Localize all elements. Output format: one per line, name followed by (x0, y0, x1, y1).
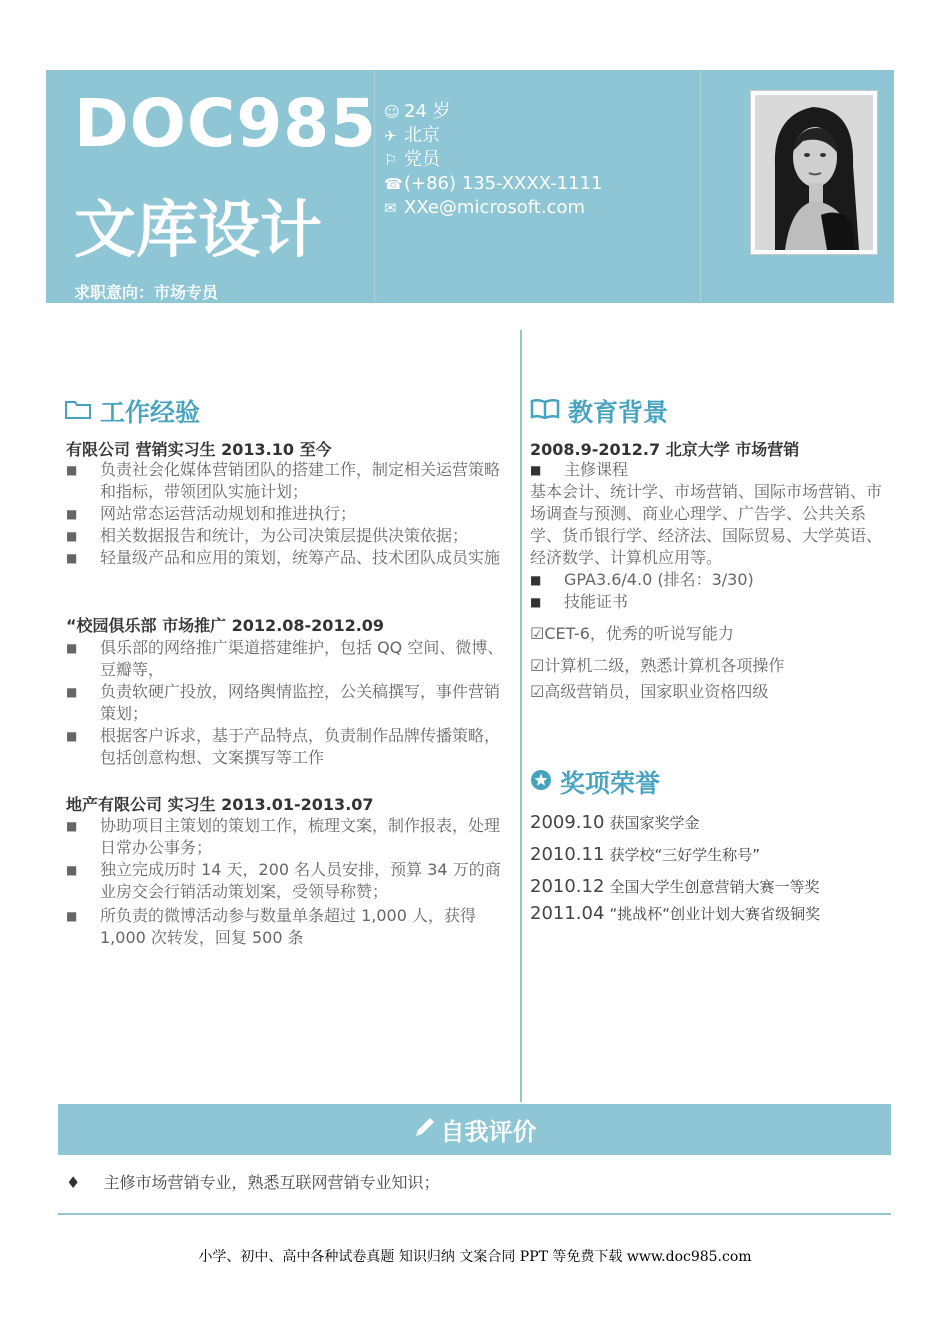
list-item (530, 459, 880, 481)
header-divider (700, 70, 701, 303)
bullet-square-icon: ■ (66, 685, 78, 699)
cert-item (530, 653, 784, 676)
list-item-text: 负责软硬广投放，网络舆情监控，公关稿撰写，事件营销策划； (100, 682, 501, 723)
info-age (384, 100, 602, 124)
bullet-square-icon: ■ (66, 507, 78, 521)
checkbox-icon: ☑ (530, 624, 545, 643)
info-politics-text: 党员 (404, 149, 440, 170)
bullet-square-icon: ■ (66, 529, 78, 543)
bullet-square-icon: ■ (66, 909, 78, 923)
cert-item (530, 679, 768, 702)
cert-text: 计算机二级，熟悉计算机各项操作 (544, 656, 785, 675)
plane-icon: ✈ (384, 127, 397, 145)
awards-title-text: 奖项荣誉 (560, 769, 661, 798)
list-item-text: 轻量级产品和应用的策划，统筹产品、技术团队成员实施 (100, 548, 501, 567)
education-section-title (530, 393, 668, 429)
mail-icon: ✉ (384, 199, 397, 217)
award-year: 2010.12 (530, 876, 605, 897)
gpa-text: GPA3.6/4.0 (排名：3/30) (564, 570, 754, 589)
checkbox-icon: ☑ (530, 656, 545, 675)
list-item-text: 网站常态运营活动规划和推进执行； (100, 504, 357, 523)
brand-subtitle: 文库设计 (74, 193, 323, 266)
list-item (66, 637, 506, 681)
bullet-square-icon: ■ (530, 463, 542, 477)
list-item (66, 459, 506, 503)
self-eval-banner (58, 1104, 891, 1155)
award-text: 获学校“三好学生称号” (609, 846, 761, 864)
award-item (530, 812, 700, 833)
work-title-text: 工作经验 (100, 398, 201, 427)
personal-info (384, 100, 602, 220)
awards-section-title (530, 764, 660, 800)
award-item (530, 876, 820, 897)
list-item-text: 独立完成历时 14 天，200 名人员安排，预算 34 万的商业房交会行销活动策划案，受领导称赞； (100, 860, 501, 901)
cert-text: CET-6，优秀的听说写能力 (544, 624, 734, 643)
bullet-square-icon: ■ (66, 551, 78, 565)
book-icon (530, 397, 560, 426)
award-text: 全国大学生创意营销大赛一等奖 (609, 878, 820, 896)
footer-text: 小学、初中、高中各种试卷真题 知识归纳 文案合同 PPT 等免费下载 www.doc985.com (198, 1249, 752, 1265)
job-title: “校园俱乐部 市场推广 2012.08-2012.09 (66, 616, 385, 635)
info-age-text: 24 岁 (404, 101, 451, 122)
list-item (530, 569, 880, 591)
self-eval-item (66, 1170, 439, 1193)
bullet-square-icon: ■ (66, 641, 78, 655)
bullet-square-icon: ■ (530, 595, 542, 609)
list-item-text: 负责社会化媒体营销团队的搭建工作，制定相关运营策略和指标，带领团队实施计划； (100, 460, 501, 501)
info-phone (384, 172, 602, 196)
job-title: 有限公司 营销实习生 2013.10 至今 (66, 440, 332, 459)
cert-label: 技能证书 (564, 592, 629, 611)
award-item (530, 844, 760, 865)
course-list: 基本会计、统计学、市场营销、国际市场营销、市场调查与预测、商业心理学、广告学、公共关系学、货币银行学、经济法、国际贸易、大学英语、经济数学、计算机应用等。 (530, 482, 883, 567)
award-year: 2009.10 (530, 812, 605, 833)
bullet-square-icon: ■ (66, 819, 78, 833)
section-divider (58, 1213, 891, 1215)
cert-text: 高级营销员，国家职业资格四级 (544, 682, 769, 701)
info-location (384, 124, 602, 148)
self-eval-text: 主修市场营销专业，熟悉互联网营销专业知识； (103, 1173, 440, 1192)
checkbox-icon: ☑ (530, 682, 545, 701)
award-year: 2011.04 (530, 903, 605, 924)
list-item (66, 681, 506, 725)
info-location-text: 北京 (404, 125, 440, 146)
education-degree: 2008.9-2012.7 北京大学 市场营销 (530, 440, 800, 459)
flag-icon: ⚐ (384, 151, 398, 169)
list-item (66, 725, 506, 769)
bullet-square-icon: ■ (530, 573, 542, 587)
list-item (530, 591, 880, 613)
list-item (66, 547, 506, 591)
header-banner (46, 70, 894, 303)
list-item-text: 协助项目主策划的策划工作，梳理文案，制作报表，处理日常办公事务； (100, 816, 501, 857)
bullet-square-icon: ■ (66, 729, 78, 743)
award-text: “挑战杯“创业计划大赛省级铜奖 (609, 905, 821, 923)
star-badge-icon (530, 768, 552, 797)
portrait-image (755, 95, 873, 250)
work-section-title (64, 393, 200, 429)
cert-item (530, 621, 734, 644)
info-email (384, 196, 602, 220)
folder-icon (64, 397, 92, 426)
education-title-text: 教育背景 (568, 398, 669, 427)
list-item (66, 859, 508, 903)
job-title: 地产有限公司 实习生 2013.01-2013.07 (66, 795, 374, 814)
self-eval-title: 自我评价 (440, 1118, 537, 1146)
info-email-text: XXe@microsoft.com (404, 197, 586, 218)
list-item (66, 525, 506, 547)
list-item (66, 815, 508, 859)
list-item-text: 相关数据报告和统计，为公司决策层提供决策依据； (100, 526, 469, 545)
list-item (66, 905, 508, 949)
list-item-text: 俱乐部的网络推广渠道搭建维护，包括 QQ 空间、微博、豆瓣等， (100, 638, 504, 679)
smiley-icon: ☺ (384, 103, 400, 121)
profile-photo (750, 90, 878, 255)
info-phone-text: (+86) 135-XXXX-1111 (404, 173, 603, 194)
list-item (66, 503, 506, 525)
diamond-bullet-icon: ♦ (66, 1173, 81, 1192)
job-intent: 求职意向：市场专员 (74, 283, 219, 302)
award-year: 2010.11 (530, 844, 605, 865)
award-item (530, 903, 820, 924)
pencil-icon (413, 1115, 437, 1145)
bullet-square-icon: ■ (66, 863, 78, 877)
list-item-text: 所负责的微博活动参与数量单条超过 1,000 人，获得 1,000 次转发，回复 500 条 (100, 906, 476, 947)
course-label: 主修课程 (564, 460, 629, 479)
bullet-square-icon: ■ (66, 463, 78, 477)
column-divider (520, 330, 522, 1102)
award-text: 获国家奖学金 (609, 814, 700, 832)
brand-title: DOC985 (74, 85, 378, 162)
info-politics (384, 148, 602, 172)
phone-icon: ☎ (384, 175, 403, 193)
list-item-text: 根据客户诉求，基于产品特点，负责制作品牌传播策略，包括创意构想、文案撰写等工作 (100, 726, 501, 767)
